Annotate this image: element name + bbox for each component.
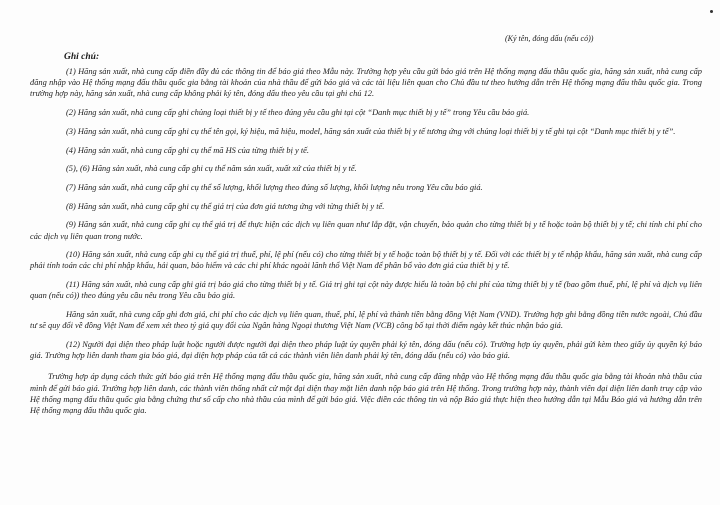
note-12: (12) Người đại diện theo pháp luật hoặc người được người đại diện theo pháp luật ủy quyền phải ký tên, đóng dấu (nếu có). Trường hợp ủy quyền, phải gửi kèm theo giấy ủy quyền ký báo giá. Trường hợp liên danh tham gia báo giá, đại diện hợp pháp của tất cả các thành viên liên danh phải ký tên, đóng dấu (nếu có) vào báo giá. — [30, 339, 702, 361]
note-4: (4) Hãng sản xuất, nhà cung cấp ghi cụ thể mã HS của từng thiết bị y tế. — [66, 145, 309, 155]
note-currency: Hãng sản xuất, nhà cung cấp ghi đơn giá, chi phí cho các dịch vụ liên quan, thuế, phí, lệ phí và thành tiền bằng đồng Việt Nam (VND). Trường hợp ghi bằng đồng tiền nước ngoài, Chủ đầu tư sẽ quy đổi về đồng Việt Nam để xem xét theo tỷ giá quy đổi của Ngân hàng Ngoại thương Việt Nam (VCB) công bố tại thời điểm ngày kết thúc nhận báo giá. — [30, 310, 702, 331]
note-10: (10) Hãng sản xuất, nhà cung cấp ghi cụ thể giá trị thuế, phí, lệ phí (nếu có) cho từng thiết bị y tế hoặc toàn bộ thiết bị y tế. Đối với các thiết bị y tế nhập khẩu, hãng sản xuất, nhà cung cấp phải tính toán các chi phí nhập khẩu, hải quan, bảo hiểm và các chi phí khác ngoài lãnh thổ Việt Nam để phân bổ vào đơn giá của thiết bị y tế. — [30, 250, 702, 271]
note-8: (8) Hãng sản xuất, nhà cung cấp ghi cụ thể giá trị của đơn giá tương ứng với từng thiết bị y tế. — [66, 201, 385, 211]
note-3: (3) Hãng sản xuất, nhà cung cấp ghi cụ thể tên gọi, ký hiệu, mã hiệu, model, hãng sản xuất của thiết bị y tế tương ứng với chủng loại thiết bị y tế ghi tại cột “Danh mục thiết bị y tế”. — [66, 126, 676, 136]
page-mark — [710, 10, 713, 13]
notes-heading: Ghi chú: — [64, 52, 100, 62]
note-online-submission: Trường hợp áp dụng cách thức gửi báo giá trên Hệ thống mạng đấu thầu quốc gia, hãng sản xuất, nhà cung cấp đăng nhập vào Hệ thống mạng đấu thầu quốc gia bằng tài khoản nhà thầu của mình để gửi báo giá. Trường hợp liên danh, các thành viên thống nhất cử một đại diện thay mặt liên danh nộp báo giá trên Hệ thống. Trong trường hợp này, thành viên đại diện liên danh truy cập vào Hệ thống mạng đấu thầu quốc gia bằng chứng thư số cấp cho nhà thầu của mình để gửi báo giá. Việc điền các thông tin và nộp Báo giá thực hiện theo hướng dẫn tại Mẫu Báo giá và hướng dẫn trên Hệ thống mạng đấu thầu quốc gia. — [30, 372, 702, 415]
notes-list — [30, 66, 702, 424]
note-7: (7) Hãng sản xuất, nhà cung cấp ghi cụ thể số lượng, khối lượng theo đúng số lượng, khối lượng nêu trong Yêu cầu báo giá. — [66, 182, 483, 192]
note-5-6: (5), (6) Hãng sản xuất, nhà cung cấp ghi cụ thể năm sản xuất, xuất xứ của thiết bị y tế. — [66, 164, 357, 174]
note-2: (2) Hãng sản xuất, nhà cung cấp ghi chủng loại thiết bị y tế theo đúng yêu cầu ghi tại cột “Danh mục thiết bị y tế” trong Yêu cầu báo giá. — [66, 108, 530, 118]
note-11: (11) Hãng sản xuất, nhà cung cấp ghi giá trị báo giá cho từng thiết bị y tế. Giá trị ghi tại cột này được hiểu là toàn bộ chi phí của từng thiết bị y tế (bao gồm thuế, phí, lệ phí và dịch vụ liên quan (nếu có)) theo đúng yêu cầu nêu trong Yêu cầu báo giá. — [30, 280, 702, 301]
note-1: (1) Hãng sản xuất, nhà cung cấp điền đầy đủ các thông tin để báo giá theo Mẫu này. Trường hợp yêu cầu gửi báo giá trên Hệ thống mạng đấu thầu quốc gia, hãng sản xuất, nhà cung cấp đăng nhập vào Hệ thống mạng đấu thầu quốc gia bằng tài khoản của nhà thầu để gửi báo giá và các tài liệu liên quan cho Chủ đầu tư theo hướng dẫn trên Hệ thống mạng đấu thầu quốc gia. Trong trường hợp này, hãng sản xuất, nhà cung cấp không phải ký tên, đóng dấu theo yêu cầu tại ghi chú 12. — [30, 67, 702, 99]
signature-note: (Ký tên, đóng dấu (nếu có)) — [505, 34, 594, 43]
note-9: (9) Hãng sản xuất, nhà cung cấp ghi cụ thể giá trị để thực hiện các dịch vụ liên quan như lắp đặt, vận chuyển, bảo quản cho từng thiết bị y tế hoặc toàn bộ thiết bị y tế; chi tính chi phí cho các dịch vụ liên quan trong nước. — [30, 220, 702, 241]
